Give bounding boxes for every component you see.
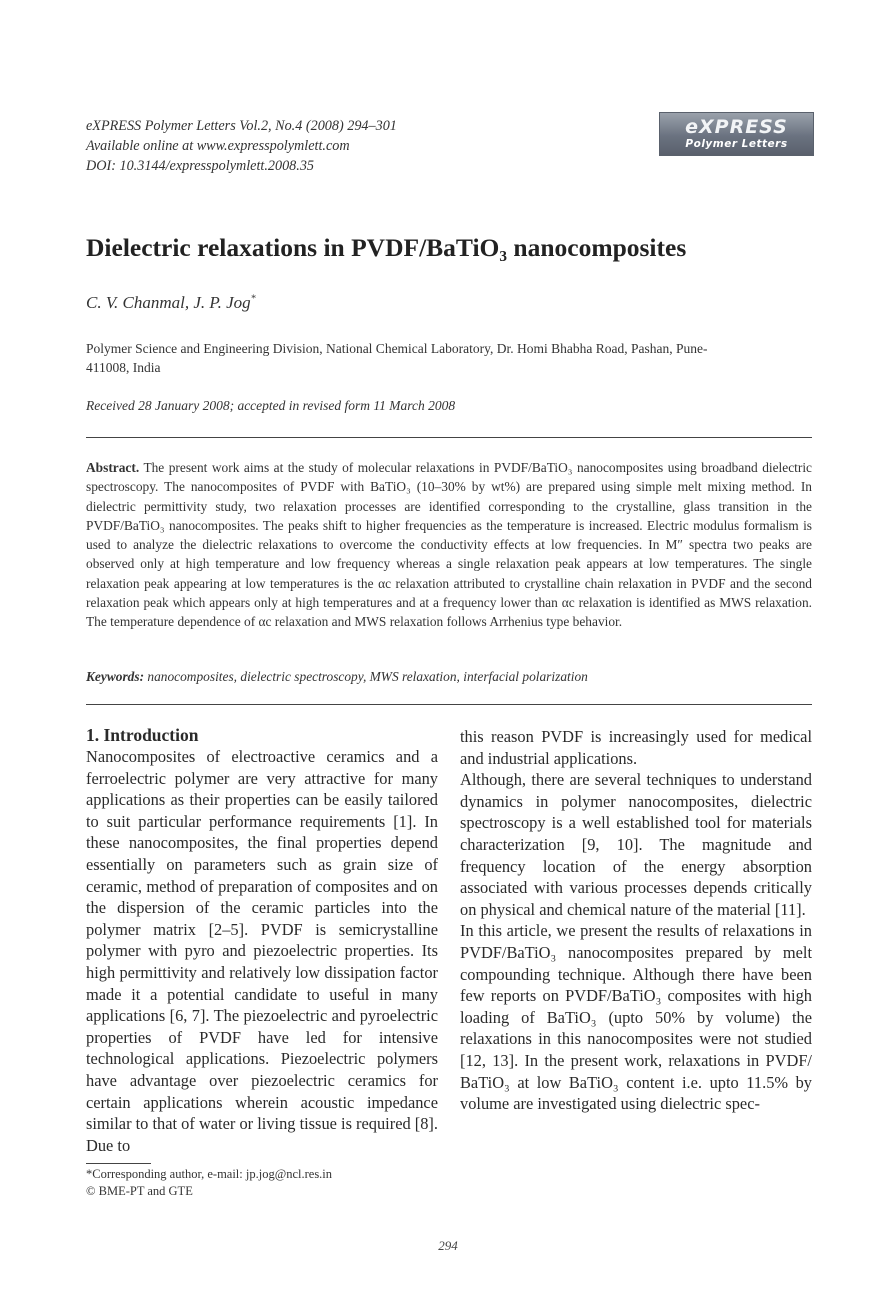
left-column [86,724,438,1156]
footnote-divider [86,1163,151,1164]
article-affiliation: Polymer Science and Engineering Division, National Chemical Laboratory, Dr. Homi Bhabha Road, Pashan, Pune-411008, India [86,341,708,375]
abstract [86,458,812,632]
section-heading-introduction: 1. Introduction [86,725,199,745]
intro-paragraph-right-2: Although, there are several techniques to understand dynamics in polymer nanocomposites, dielectric spectroscopy is a well established tool for materials characterization [9, 10]. The magnitude and frequency location of the energy absorption associated with various processes depends critically on physical and chemical nature of the material [11]. [460,770,812,919]
express-logo [659,112,814,156]
logo-polymer-letters-text: Polymer Letters [685,138,788,150]
divider-bottom [86,704,812,705]
journal-doi: DOI: 10.3144/expresspolymlett.2008.35 [86,158,315,174]
keywords-text: nanocomposites, dielectric spectroscopy, MWS relaxation, interfacial polarization [147,669,588,684]
intro-paragraph-right-1: this reason PVDF is increasingly used for medical and industrial applications. [460,727,812,768]
article-authors [86,293,256,313]
divider-top [86,437,812,438]
corresponding-author-footnote: *Corresponding author, e-mail: jp.jog@ncl.res.in [86,1167,333,1181]
journal-header [86,116,397,176]
author-names: C. V. Chanmal, J. P. Jog [86,293,251,312]
footnotes [86,1166,332,1200]
logo-express-text: eXPRESS [685,116,788,138]
keywords-label: Keywords: [86,669,145,684]
corresponding-author-mark: * [250,293,256,305]
article-title: Dielectric relaxations in PVDF/BaTiO₃ nanocomposites [86,233,687,262]
page-number: 294 [438,1238,458,1253]
intro-paragraph-left: Nanocomposites of electroactive ceramics and a ferroelectric polymer are very attractive for many applications as their properties can be easily tailored to suit particular performance requirements [1]. In these nanocomposites, the final properties depend essentially on parameters such as grain size of ceramic, method of preparation of composites and on the dispersion of the ceramic particles into the polymer matrix [2–5]. PVDF is semicrystalline polymer with pyro and piezoelectric properties. Its high permittivity and relatively low dissipation factor made it a potential candidate to useful in many applications [6, 7]. The piezoelectric and pyroelectric properties of PVDF have led for intensive technological applications. Piezoelectric polymers have advantage over piezoelectric ceramics for certain applications wherein acoustic impedance similar to that of water or living tissue is required [8]. Due to [86,747,438,1155]
journal-availability: Available online at www.expresspolymlett.com [86,138,350,154]
right-column [460,726,812,1115]
copyright-footnote: © BME-PT and GTE [86,1184,193,1198]
journal-citation: eXPRESS Polymer Letters Vol.2, No.4 (2008) 294–301 [86,118,397,134]
keywords [86,667,588,686]
received-dates: Received 28 January 2008; accepted in revised form 11 March 2008 [86,398,456,413]
abstract-label: Abstract. [86,460,140,475]
abstract-text: The present work aims at the study of molecular relaxations in PVDF/BaTiO₃ nanocomposites using broadband dielectric spectroscopy. The nanocomposites of PVDF with BaTiO₃ (10–30% by wt%) are prepared using simple melt mixing method. In dielectric permittivity study, two relaxation processes are identified corresponding to the crystalline, glass transition in the PVDF/BaTiO₃ nanocomposites. The peaks shift to higher frequencies as the temperature is increased. Electric modulus formalism is used to analyze the dielectric relaxations to overcome the conductivity effects at low frequencies. In M″ spectra two peaks are observed only at high temperature and low frequency whereas a single relaxation peak appears at low temperatures. The single relaxation peak appearing at low temperatures is the αc relaxation attributed to crystalline chain relaxation in PVDF and the second relaxation peak which appears only at high temperatures and at a frequency lower than αc relaxation is identified as MWS relaxation. The temperature dependence of αc relaxation and MWS relaxation follows Arrhenius type behavior. [86,460,813,630]
intro-paragraph-right-3: In this article, we present the results of relaxations in PVDF/BaTiO₃ nanocomposites prepared by melt compounding technique. Although there have been few reports on PVDF/BaTiO₃ composites with high loading of BaTiO₃ (upto 50% by volume) the relaxations in this nanocomposites were not studied [12, 13]. In the present work, relaxations in PVDF/ BaTiO₃ at low BaTiO₃ content i.e. upto 11.5% by volume are investigated using dielectric spec- [460,921,812,1114]
